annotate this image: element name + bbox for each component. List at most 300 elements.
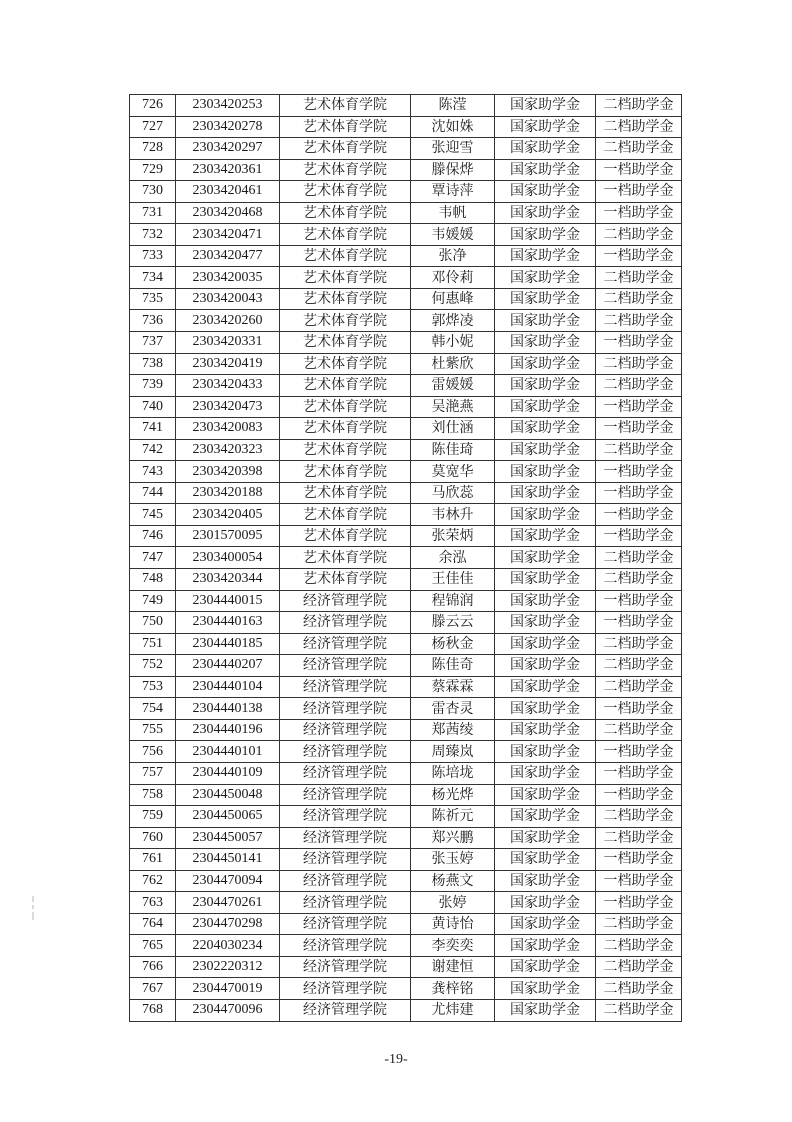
grant-level-cell: 二档助学金 bbox=[596, 569, 682, 591]
grant-level-cell: 二档助学金 bbox=[596, 95, 682, 117]
grant-level-cell: 二档助学金 bbox=[596, 956, 682, 978]
row-number-cell: 728 bbox=[130, 138, 176, 160]
student-id-cell: 2303420344 bbox=[176, 569, 280, 591]
grant-type-cell: 国家助学金 bbox=[495, 138, 596, 160]
student-id-cell: 2303420035 bbox=[176, 267, 280, 289]
grant-type-cell: 国家助学金 bbox=[495, 159, 596, 181]
grant-level-cell: 二档助学金 bbox=[596, 138, 682, 160]
student-id-cell: 2303420260 bbox=[176, 310, 280, 332]
table-row bbox=[130, 116, 682, 138]
grant-level-cell: 二档助学金 bbox=[596, 353, 682, 375]
student-id-cell: 2304470094 bbox=[176, 870, 280, 892]
student-name-cell: 余泓 bbox=[411, 547, 495, 569]
table-row bbox=[130, 439, 682, 461]
grant-level-cell: 一档助学金 bbox=[596, 504, 682, 526]
table-row bbox=[130, 547, 682, 569]
college-cell: 艺术体育学院 bbox=[280, 375, 411, 397]
grant-type-cell: 国家助学金 bbox=[495, 978, 596, 1000]
college-cell: 经济管理学院 bbox=[280, 892, 411, 914]
student-id-cell: 2304440138 bbox=[176, 698, 280, 720]
table-row bbox=[130, 719, 682, 741]
student-id-cell: 2303420405 bbox=[176, 504, 280, 526]
student-name-cell: 韩小妮 bbox=[411, 332, 495, 354]
row-number-cell: 745 bbox=[130, 504, 176, 526]
table-row bbox=[130, 892, 682, 914]
grant-level-cell: 二档助学金 bbox=[596, 375, 682, 397]
grant-level-cell: 一档助学金 bbox=[596, 418, 682, 440]
row-number-cell: 729 bbox=[130, 159, 176, 181]
row-number-cell: 734 bbox=[130, 267, 176, 289]
table-row bbox=[130, 418, 682, 440]
grant-type-cell: 国家助学金 bbox=[495, 547, 596, 569]
college-cell: 艺术体育学院 bbox=[280, 159, 411, 181]
grant-type-cell: 国家助学金 bbox=[495, 202, 596, 224]
student-name-cell: 陈佳奇 bbox=[411, 655, 495, 677]
row-number-cell: 744 bbox=[130, 482, 176, 504]
college-cell: 经济管理学院 bbox=[280, 870, 411, 892]
grant-type-cell: 国家助学金 bbox=[495, 245, 596, 267]
student-id-cell: 2303420253 bbox=[176, 95, 280, 117]
row-number-cell: 746 bbox=[130, 525, 176, 547]
grant-type-cell: 国家助学金 bbox=[495, 762, 596, 784]
grant-level-cell: 一档助学金 bbox=[596, 202, 682, 224]
student-id-cell: 2303420471 bbox=[176, 224, 280, 246]
row-number-cell: 767 bbox=[130, 978, 176, 1000]
table-row bbox=[130, 332, 682, 354]
table-row bbox=[130, 353, 682, 375]
college-cell: 经济管理学院 bbox=[280, 612, 411, 634]
grant-level-cell: 一档助学金 bbox=[596, 892, 682, 914]
row-number-cell: 738 bbox=[130, 353, 176, 375]
student-id-cell: 2304470019 bbox=[176, 978, 280, 1000]
row-number-cell: 740 bbox=[130, 396, 176, 418]
table-body bbox=[130, 95, 682, 1022]
grant-type-cell: 国家助学金 bbox=[495, 525, 596, 547]
grant-level-cell: 二档助学金 bbox=[596, 633, 682, 655]
student-name-cell: 张荣炳 bbox=[411, 525, 495, 547]
student-name-cell: 龚梓铭 bbox=[411, 978, 495, 1000]
student-name-cell: 韦媛媛 bbox=[411, 224, 495, 246]
student-name-cell: 张玉婷 bbox=[411, 849, 495, 871]
grant-type-cell: 国家助学金 bbox=[495, 95, 596, 117]
grant-type-cell: 国家助学金 bbox=[495, 418, 596, 440]
student-name-cell: 周臻岚 bbox=[411, 741, 495, 763]
college-cell: 艺术体育学院 bbox=[280, 202, 411, 224]
grant-level-cell: 二档助学金 bbox=[596, 310, 682, 332]
table-row bbox=[130, 138, 682, 160]
student-name-cell: 尤炜建 bbox=[411, 999, 495, 1021]
student-name-cell: 陈培垅 bbox=[411, 762, 495, 784]
student-id-cell: 2303420323 bbox=[176, 439, 280, 461]
grant-level-cell: 一档助学金 bbox=[596, 849, 682, 871]
student-name-cell: 郑兴鹏 bbox=[411, 827, 495, 849]
grant-type-cell: 国家助学金 bbox=[495, 999, 596, 1021]
student-id-cell: 2304440109 bbox=[176, 762, 280, 784]
table-row bbox=[130, 935, 682, 957]
grant-type-cell: 国家助学金 bbox=[495, 116, 596, 138]
student-name-cell: 陈滢 bbox=[411, 95, 495, 117]
table-row bbox=[130, 784, 682, 806]
grant-type-cell: 国家助学金 bbox=[495, 935, 596, 957]
student-id-cell: 2304440104 bbox=[176, 676, 280, 698]
student-id-cell: 2304470261 bbox=[176, 892, 280, 914]
grant-type-cell: 国家助学金 bbox=[495, 784, 596, 806]
grant-type-cell: 国家助学金 bbox=[495, 482, 596, 504]
college-cell: 经济管理学院 bbox=[280, 676, 411, 698]
student-id-cell: 2304440163 bbox=[176, 612, 280, 634]
student-id-cell: 2304450065 bbox=[176, 806, 280, 828]
grant-type-cell: 国家助学金 bbox=[495, 181, 596, 203]
grant-type-cell: 国家助学金 bbox=[495, 719, 596, 741]
college-cell: 经济管理学院 bbox=[280, 633, 411, 655]
grant-level-cell: 二档助学金 bbox=[596, 267, 682, 289]
college-cell: 艺术体育学院 bbox=[280, 547, 411, 569]
student-name-cell: 邓伶莉 bbox=[411, 267, 495, 289]
table-row bbox=[130, 827, 682, 849]
college-cell: 艺术体育学院 bbox=[280, 332, 411, 354]
row-number-cell: 743 bbox=[130, 461, 176, 483]
student-id-cell: 2303420043 bbox=[176, 288, 280, 310]
student-name-cell: 李奕奕 bbox=[411, 935, 495, 957]
grant-type-cell: 国家助学金 bbox=[495, 892, 596, 914]
college-cell: 艺术体育学院 bbox=[280, 138, 411, 160]
student-name-cell: 陈佳琦 bbox=[411, 439, 495, 461]
table-row bbox=[130, 913, 682, 935]
student-name-cell: 杨光烨 bbox=[411, 784, 495, 806]
row-number-cell: 752 bbox=[130, 655, 176, 677]
table-row bbox=[130, 849, 682, 871]
grant-type-cell: 国家助学金 bbox=[495, 439, 596, 461]
grant-type-cell: 国家助学金 bbox=[495, 569, 596, 591]
student-id-cell: 2304470096 bbox=[176, 999, 280, 1021]
row-number-cell: 735 bbox=[130, 288, 176, 310]
student-name-cell: 张婷 bbox=[411, 892, 495, 914]
college-cell: 艺术体育学院 bbox=[280, 461, 411, 483]
grant-type-cell: 国家助学金 bbox=[495, 870, 596, 892]
college-cell: 艺术体育学院 bbox=[280, 245, 411, 267]
table-row bbox=[130, 245, 682, 267]
table-row bbox=[130, 978, 682, 1000]
college-cell: 艺术体育学院 bbox=[280, 439, 411, 461]
grant-type-cell: 国家助学金 bbox=[495, 504, 596, 526]
table-row bbox=[130, 95, 682, 117]
college-cell: 艺术体育学院 bbox=[280, 569, 411, 591]
grant-type-cell: 国家助学金 bbox=[495, 310, 596, 332]
student-name-cell: 覃诗萍 bbox=[411, 181, 495, 203]
row-number-cell: 736 bbox=[130, 310, 176, 332]
grant-level-cell: 一档助学金 bbox=[596, 698, 682, 720]
student-id-cell: 2303420419 bbox=[176, 353, 280, 375]
college-cell: 经济管理学院 bbox=[280, 935, 411, 957]
grant-level-cell: 二档助学金 bbox=[596, 116, 682, 138]
grant-level-cell: 一档助学金 bbox=[596, 482, 682, 504]
grant-level-cell: 一档助学金 bbox=[596, 181, 682, 203]
table-row bbox=[130, 202, 682, 224]
student-id-cell: 2303420473 bbox=[176, 396, 280, 418]
grant-level-cell: 一档助学金 bbox=[596, 741, 682, 763]
college-cell: 艺术体育学院 bbox=[280, 396, 411, 418]
student-id-cell: 2204030234 bbox=[176, 935, 280, 957]
row-number-cell: 750 bbox=[130, 612, 176, 634]
grant-type-cell: 国家助学金 bbox=[495, 375, 596, 397]
student-id-cell: 2303420468 bbox=[176, 202, 280, 224]
student-id-cell: 2304450057 bbox=[176, 827, 280, 849]
grant-type-cell: 国家助学金 bbox=[495, 288, 596, 310]
grant-level-cell: 一档助学金 bbox=[596, 461, 682, 483]
student-name-cell: 吴滟燕 bbox=[411, 396, 495, 418]
college-cell: 经济管理学院 bbox=[280, 762, 411, 784]
student-name-cell: 郭烨凌 bbox=[411, 310, 495, 332]
grant-level-cell: 一档助学金 bbox=[596, 332, 682, 354]
college-cell: 经济管理学院 bbox=[280, 741, 411, 763]
table-row bbox=[130, 870, 682, 892]
college-cell: 艺术体育学院 bbox=[280, 418, 411, 440]
student-id-cell: 2304450141 bbox=[176, 849, 280, 871]
student-name-cell: 雷杏灵 bbox=[411, 698, 495, 720]
row-number-cell: 749 bbox=[130, 590, 176, 612]
student-id-cell: 2303420278 bbox=[176, 116, 280, 138]
college-cell: 经济管理学院 bbox=[280, 999, 411, 1021]
table-row bbox=[130, 504, 682, 526]
row-number-cell: 726 bbox=[130, 95, 176, 117]
student-name-cell: 杨燕文 bbox=[411, 870, 495, 892]
student-id-cell: 2303400054 bbox=[176, 547, 280, 569]
grant-level-cell: 二档助学金 bbox=[596, 288, 682, 310]
grant-level-cell: 一档助学金 bbox=[596, 612, 682, 634]
grant-level-cell: 一档助学金 bbox=[596, 396, 682, 418]
grant-level-cell: 二档助学金 bbox=[596, 719, 682, 741]
row-number-cell: 737 bbox=[130, 332, 176, 354]
grant-type-cell: 国家助学金 bbox=[495, 396, 596, 418]
page-number: -19- bbox=[384, 1052, 408, 1067]
row-number-cell: 759 bbox=[130, 806, 176, 828]
student-name-cell: 何惠峰 bbox=[411, 288, 495, 310]
college-cell: 艺术体育学院 bbox=[280, 116, 411, 138]
grant-type-cell: 国家助学金 bbox=[495, 849, 596, 871]
table-row bbox=[130, 461, 682, 483]
student-name-cell: 杜紫欣 bbox=[411, 353, 495, 375]
student-id-cell: 2303420331 bbox=[176, 332, 280, 354]
grant-type-cell: 国家助学金 bbox=[495, 612, 596, 634]
table-row bbox=[130, 569, 682, 591]
table-row bbox=[130, 762, 682, 784]
table-row bbox=[130, 482, 682, 504]
table-row bbox=[130, 181, 682, 203]
row-number-cell: 754 bbox=[130, 698, 176, 720]
student-name-cell: 张迎雪 bbox=[411, 138, 495, 160]
student-name-cell: 蔡霖霖 bbox=[411, 676, 495, 698]
row-number-cell: 766 bbox=[130, 956, 176, 978]
grant-type-cell: 国家助学金 bbox=[495, 590, 596, 612]
college-cell: 经济管理学院 bbox=[280, 827, 411, 849]
grant-type-cell: 国家助学金 bbox=[495, 676, 596, 698]
grant-type-cell: 国家助学金 bbox=[495, 806, 596, 828]
grant-type-cell: 国家助学金 bbox=[495, 633, 596, 655]
college-cell: 经济管理学院 bbox=[280, 849, 411, 871]
student-id-cell: 2303420461 bbox=[176, 181, 280, 203]
row-number-cell: 764 bbox=[130, 913, 176, 935]
student-id-cell: 2303420398 bbox=[176, 461, 280, 483]
table-row bbox=[130, 698, 682, 720]
grant-level-cell: 一档助学金 bbox=[596, 245, 682, 267]
table-row bbox=[130, 633, 682, 655]
grant-level-cell: 二档助学金 bbox=[596, 655, 682, 677]
student-name-cell: 雷媛媛 bbox=[411, 375, 495, 397]
scan-margin-mark bbox=[28, 893, 40, 931]
grant-type-cell: 国家助学金 bbox=[495, 913, 596, 935]
student-name-cell: 莫宽华 bbox=[411, 461, 495, 483]
student-name-cell: 黄诗怡 bbox=[411, 913, 495, 935]
row-number-cell: 757 bbox=[130, 762, 176, 784]
student-id-cell: 2303420297 bbox=[176, 138, 280, 160]
grant-level-cell: 二档助学金 bbox=[596, 913, 682, 935]
student-id-cell: 2302220312 bbox=[176, 956, 280, 978]
row-number-cell: 760 bbox=[130, 827, 176, 849]
student-name-cell: 王佳佳 bbox=[411, 569, 495, 591]
student-id-cell: 2304440196 bbox=[176, 719, 280, 741]
table-row bbox=[130, 956, 682, 978]
row-number-cell: 765 bbox=[130, 935, 176, 957]
row-number-cell: 762 bbox=[130, 870, 176, 892]
grant-recipient-table bbox=[129, 94, 682, 1022]
grant-level-cell: 二档助学金 bbox=[596, 224, 682, 246]
table-row bbox=[130, 676, 682, 698]
student-name-cell: 滕保烨 bbox=[411, 159, 495, 181]
grant-type-cell: 国家助学金 bbox=[495, 224, 596, 246]
row-number-cell: 768 bbox=[130, 999, 176, 1021]
student-id-cell: 2304440101 bbox=[176, 741, 280, 763]
grant-level-cell: 一档助学金 bbox=[596, 762, 682, 784]
student-id-cell: 2303420433 bbox=[176, 375, 280, 397]
row-number-cell: 756 bbox=[130, 741, 176, 763]
grant-level-cell: 二档助学金 bbox=[596, 676, 682, 698]
grant-type-cell: 国家助学金 bbox=[495, 353, 596, 375]
table-row bbox=[130, 655, 682, 677]
college-cell: 艺术体育学院 bbox=[280, 288, 411, 310]
college-cell: 艺术体育学院 bbox=[280, 181, 411, 203]
student-name-cell: 马欣蕊 bbox=[411, 482, 495, 504]
row-number-cell: 732 bbox=[130, 224, 176, 246]
college-cell: 经济管理学院 bbox=[280, 913, 411, 935]
row-number-cell: 733 bbox=[130, 245, 176, 267]
row-number-cell: 753 bbox=[130, 676, 176, 698]
table-row bbox=[130, 590, 682, 612]
student-name-cell: 韦林升 bbox=[411, 504, 495, 526]
table-row bbox=[130, 741, 682, 763]
college-cell: 经济管理学院 bbox=[280, 590, 411, 612]
table-row bbox=[130, 612, 682, 634]
student-id-cell: 2303420188 bbox=[176, 482, 280, 504]
student-id-cell: 2304450048 bbox=[176, 784, 280, 806]
row-number-cell: 751 bbox=[130, 633, 176, 655]
row-number-cell: 741 bbox=[130, 418, 176, 440]
college-cell: 艺术体育学院 bbox=[280, 504, 411, 526]
table-row bbox=[130, 396, 682, 418]
college-cell: 经济管理学院 bbox=[280, 719, 411, 741]
college-cell: 经济管理学院 bbox=[280, 698, 411, 720]
grant-level-cell: 一档助学金 bbox=[596, 590, 682, 612]
student-name-cell: 滕云云 bbox=[411, 612, 495, 634]
grant-level-cell: 一档助学金 bbox=[596, 870, 682, 892]
row-number-cell: 755 bbox=[130, 719, 176, 741]
grant-level-cell: 二档助学金 bbox=[596, 806, 682, 828]
student-id-cell: 2301570095 bbox=[176, 525, 280, 547]
row-number-cell: 748 bbox=[130, 569, 176, 591]
student-name-cell: 韦帆 bbox=[411, 202, 495, 224]
student-name-cell: 杨秋金 bbox=[411, 633, 495, 655]
table-row bbox=[130, 310, 682, 332]
college-cell: 艺术体育学院 bbox=[280, 267, 411, 289]
table-row bbox=[130, 288, 682, 310]
grant-type-cell: 国家助学金 bbox=[495, 741, 596, 763]
student-name-cell: 程锦润 bbox=[411, 590, 495, 612]
grant-type-cell: 国家助学金 bbox=[495, 461, 596, 483]
grant-type-cell: 国家助学金 bbox=[495, 332, 596, 354]
row-number-cell: 731 bbox=[130, 202, 176, 224]
college-cell: 艺术体育学院 bbox=[280, 224, 411, 246]
row-number-cell: 730 bbox=[130, 181, 176, 203]
student-id-cell: 2303420083 bbox=[176, 418, 280, 440]
grant-level-cell: 二档助学金 bbox=[596, 978, 682, 1000]
college-cell: 艺术体育学院 bbox=[280, 482, 411, 504]
table-row bbox=[130, 375, 682, 397]
college-cell: 艺术体育学院 bbox=[280, 310, 411, 332]
grant-type-cell: 国家助学金 bbox=[495, 655, 596, 677]
table-row bbox=[130, 224, 682, 246]
row-number-cell: 761 bbox=[130, 849, 176, 871]
student-id-cell: 2303420477 bbox=[176, 245, 280, 267]
college-cell: 经济管理学院 bbox=[280, 784, 411, 806]
grant-level-cell: 二档助学金 bbox=[596, 439, 682, 461]
grant-type-cell: 国家助学金 bbox=[495, 827, 596, 849]
student-id-cell: 2304440185 bbox=[176, 633, 280, 655]
grant-level-cell: 二档助学金 bbox=[596, 999, 682, 1021]
student-id-cell: 2304440015 bbox=[176, 590, 280, 612]
table-row bbox=[130, 267, 682, 289]
student-id-cell: 2304440207 bbox=[176, 655, 280, 677]
row-number-cell: 758 bbox=[130, 784, 176, 806]
row-number-cell: 763 bbox=[130, 892, 176, 914]
table-row bbox=[130, 806, 682, 828]
grant-level-cell: 二档助学金 bbox=[596, 935, 682, 957]
grant-level-cell: 一档助学金 bbox=[596, 159, 682, 181]
grant-type-cell: 国家助学金 bbox=[495, 956, 596, 978]
student-id-cell: 2304470298 bbox=[176, 913, 280, 935]
student-name-cell: 郑茜绫 bbox=[411, 719, 495, 741]
row-number-cell: 727 bbox=[130, 116, 176, 138]
row-number-cell: 747 bbox=[130, 547, 176, 569]
grant-type-cell: 国家助学金 bbox=[495, 698, 596, 720]
college-cell: 艺术体育学院 bbox=[280, 525, 411, 547]
table-row bbox=[130, 525, 682, 547]
student-name-cell: 张净 bbox=[411, 245, 495, 267]
table-row bbox=[130, 159, 682, 181]
grant-type-cell: 国家助学金 bbox=[495, 267, 596, 289]
student-id-cell: 2303420361 bbox=[176, 159, 280, 181]
college-cell: 艺术体育学院 bbox=[280, 353, 411, 375]
grant-level-cell: 二档助学金 bbox=[596, 547, 682, 569]
student-name-cell: 陈祈元 bbox=[411, 806, 495, 828]
grant-level-cell: 二档助学金 bbox=[596, 827, 682, 849]
student-name-cell: 谢建恒 bbox=[411, 956, 495, 978]
college-cell: 经济管理学院 bbox=[280, 978, 411, 1000]
student-name-cell: 刘仕涵 bbox=[411, 418, 495, 440]
table-row bbox=[130, 999, 682, 1021]
college-cell: 经济管理学院 bbox=[280, 655, 411, 677]
row-number-cell: 739 bbox=[130, 375, 176, 397]
college-cell: 经济管理学院 bbox=[280, 956, 411, 978]
grant-level-cell: 一档助学金 bbox=[596, 525, 682, 547]
